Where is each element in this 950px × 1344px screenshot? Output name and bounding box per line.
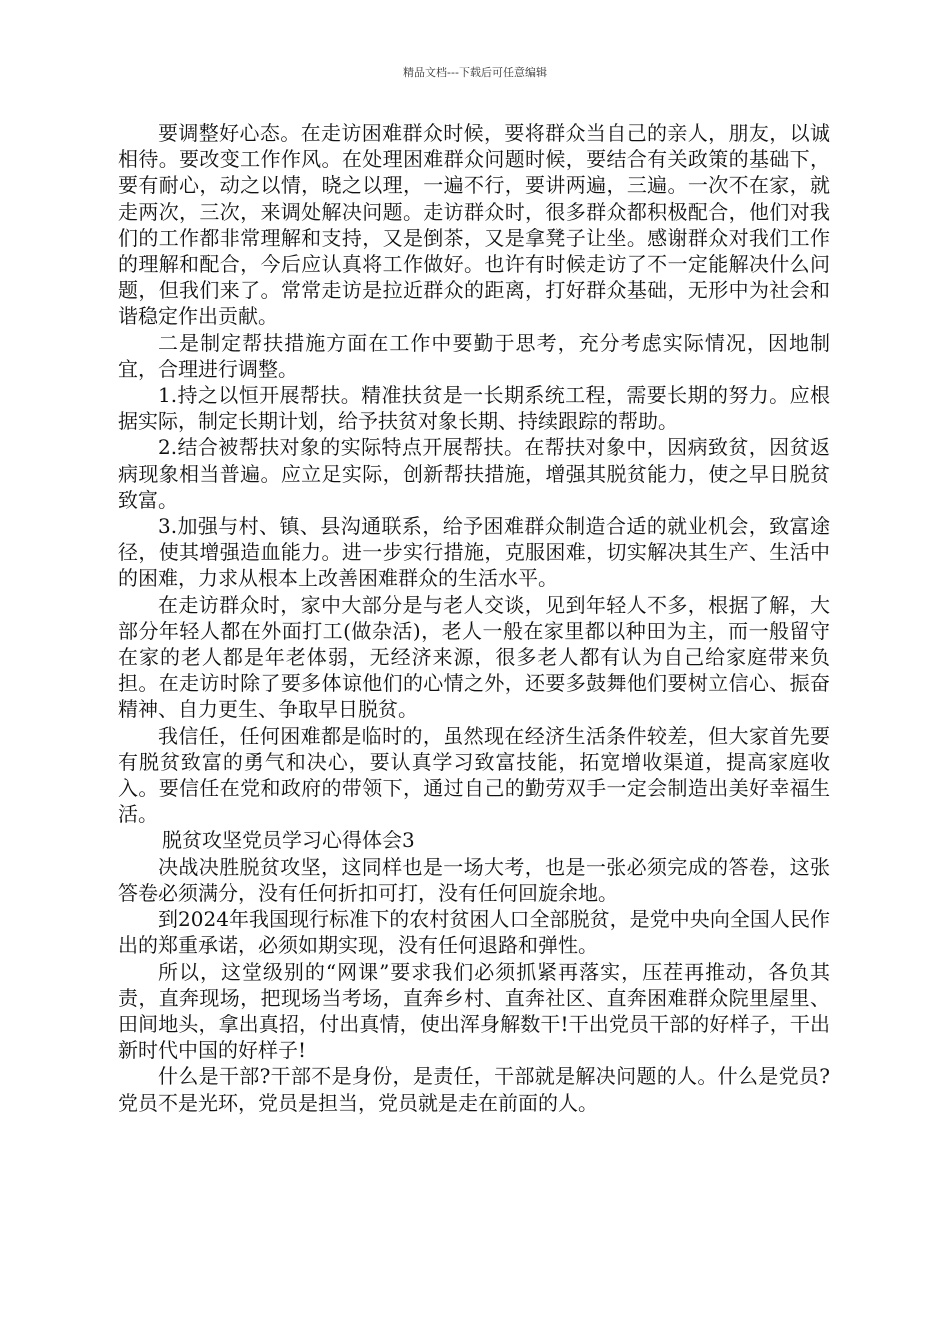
document-body	[118, 120, 830, 1116]
paragraph-item-2: 2.结合被帮扶对象的实际特点开展帮扶。在帮扶对象中，因病致贫，因贫返病现象相当普遍。应立足实际，创新帮扶措施，增强其脱贫能力，使之早日脱贫致富。	[118, 435, 830, 512]
paragraph-item-1: 1.持之以恒开展帮扶。精准扶贫是一长期系统工程，需要长期的努力。应根据实际，制定长期计划，给予扶贫对象长期、持续跟踪的帮助。	[118, 383, 830, 434]
paragraph-promise: 到2024年我国现行标准下的农村贫困人口全部脱贫，是党中央向全国人民作出的郑重承诺，必须如期实现，没有任何退路和弹性。	[118, 907, 830, 958]
section-heading: 脱贫攻坚党员学习心得体会3	[162, 828, 415, 853]
paragraph-attitude: 要调整好心态。在走访困难群众时候，要将群众当自己的亲人，朋友，以诚相待。要改变工作作风。在处理困难群众问题时候，要结合有关政策的基础下，要有耐心，动之以情，晓之以理，一遍不行，要讲两遍，三遍。一次不在家，就走两次，三次，来调处解决问题。走访群众时，很多群众都积极配合，他们对我们的工作都非常理解和支持，又是倒茶，又是拿凳子让坐。感谢群众对我们工作的理解和配合，今后应认真将工作做好。也许有时候走访了不一定能解决什么问题，但我们来了。常常走访是拉近群众的距离，打好群众基础，无形中为社会和谐稳定作出贡献。	[118, 121, 830, 329]
paragraph-confidence: 我信任，任何困难都是临时的，虽然现在经济生活条件较差，但大家首先要有脱贫致富的勇气和决心，要认真学习致富技能，拓宽增收渠道，提高家庭收入。要信任在党和政府的带领下，通过自己的勤劳双手一定会制造出美好幸福生活。	[118, 723, 830, 827]
page-header: 精品文档---下载后可任意编辑	[403, 66, 547, 79]
paragraph-exam: 决战决胜脱贫攻坚，这同样也是一场大考，也是一张必须完成的答卷，这张答卷必须满分，没有任何折扣可打，没有任何回旋余地。	[118, 854, 830, 905]
paragraph-visits: 在走访群众时，家中大部分是与老人交谈，见到年轻人不多，根据了解，大部分年轻人都在外面打工(做杂活)，老人一般在家里都以种田为主，而一般留守在家的老人都是年老体弱，无经济来源，很多老人都有认为自己给家庭带来负担。在走访时除了要多体谅他们的心情之外，还要多鼓舞他们要树立信心、振奋精神、自力更生、争取早日脱贫。	[118, 592, 830, 722]
paragraph-online-class: 所以，这堂级别的“网课”要求我们必须抓紧再落实，压茬再推动，各负其责，直奔现场，把现场当考场，直奔乡村、直奔社区、直奔困难群众院里屋里、田间地头，拿出真招，付出真情，使出浑身解数干!干出党员干部的好样子，干出新时代中国的好样子!	[118, 959, 830, 1063]
paragraph-cadres: 什么是干部?干部不是身份，是责任，干部就是解决问题的人。什么是党员?党员不是光环，党员是担当，党员就是走在前面的人。	[118, 1064, 830, 1115]
paragraph-measures: 二是制定帮扶措施方面在工作中要勤于思考，充分考虑实际情况，因地制宜，合理进行调整。	[118, 330, 830, 381]
paragraph-item-3: 3.加强与村、镇、县沟通联系，给予困难群众制造合适的就业机会，致富途径，使其增强造血能力。进一步实行措施，克服困难，切实解决其生产、生活中的困难，力求从根本上改善困难群众的生活水平。	[118, 514, 830, 591]
